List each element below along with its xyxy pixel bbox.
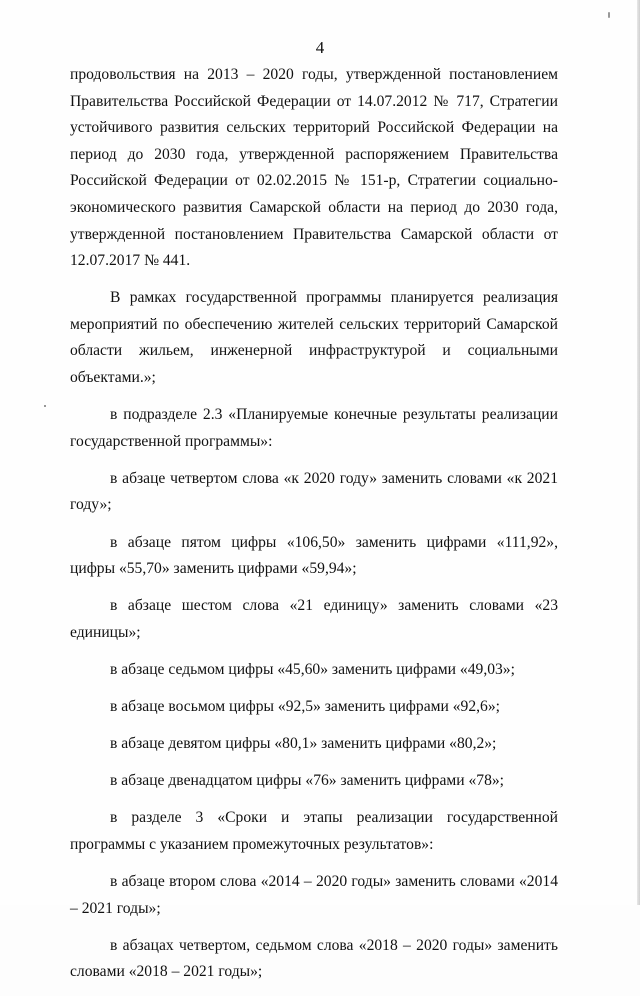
- paragraph: в абзаце пятом цифры «106,50» заменить цифрами «111,92», цифры «55,70» заменить цифрами «59,94»;: [70, 533, 558, 578]
- paragraph: в абзаце восьмом цифры «92,5» заменить цифрами «92,6»;: [110, 697, 500, 715]
- paragraph: в абзаце двенадцатом цифры «76» заменить цифрами «78»;: [110, 772, 505, 790]
- paragraph-continuation: продовольствия на 2013 – 2020 годы, утвержденной постановлением Правительства Российской Федерации от 14.07.2012 № 717, Стратегии устойчивого развития сельских территорий Российской Федерации на период до 2030 года, утвержденной распоряжением Правительства Российской Федерации от 02.02.2015 № 151-р, Стратегии социально-экономического развития Самарской области на период до 2030 года, утвержденной постановлением Правительства Самарской области от 12.07.2017 № 441.: [70, 66, 558, 270]
- paragraph: в абзаце шестом слова «21 единицу» заменить словами «23 единицы»;: [70, 597, 558, 641]
- paragraph: в абзаце четвертом слова «к 2020 году» заменить словами «к 2021 году»;: [70, 469, 558, 514]
- paragraph: в абзаце девятом цифры «80,1» заменить цифрами «80,2»;: [110, 735, 497, 753]
- paragraph: В рамках государственной программы планируется реализация мероприятий по обеспечению жителей сельских территорий Самарской области жильем, инженерной инфраструктурой и социальными объектами.»;: [70, 289, 558, 387]
- paragraph: в подразделе 2.3 «Планируемые конечные результаты реализации государственной программы»:: [70, 406, 558, 450]
- paragraph: в абзаце втором слова «2014 – 2020 годы» заменить словами «2014 – 2021 годы»;: [70, 872, 558, 917]
- document-body: [70, 62, 558, 996]
- page-number: 4: [315, 38, 325, 57]
- paragraph: в абзаце седьмом цифры «45,60» заменить цифрами «49,03»;: [110, 660, 515, 678]
- paragraph: в разделе 3 «Сроки и этапы реализации государственной программы с указанием промежуточных результатов»:: [70, 809, 558, 853]
- paragraph: в абзацах четвертом, седьмом слова «2018 – 2020 годы» заменить словами «2018 – 2021 годы»;: [70, 936, 558, 981]
- scan-speck: [44, 405, 46, 407]
- scan-speck: [608, 12, 610, 18]
